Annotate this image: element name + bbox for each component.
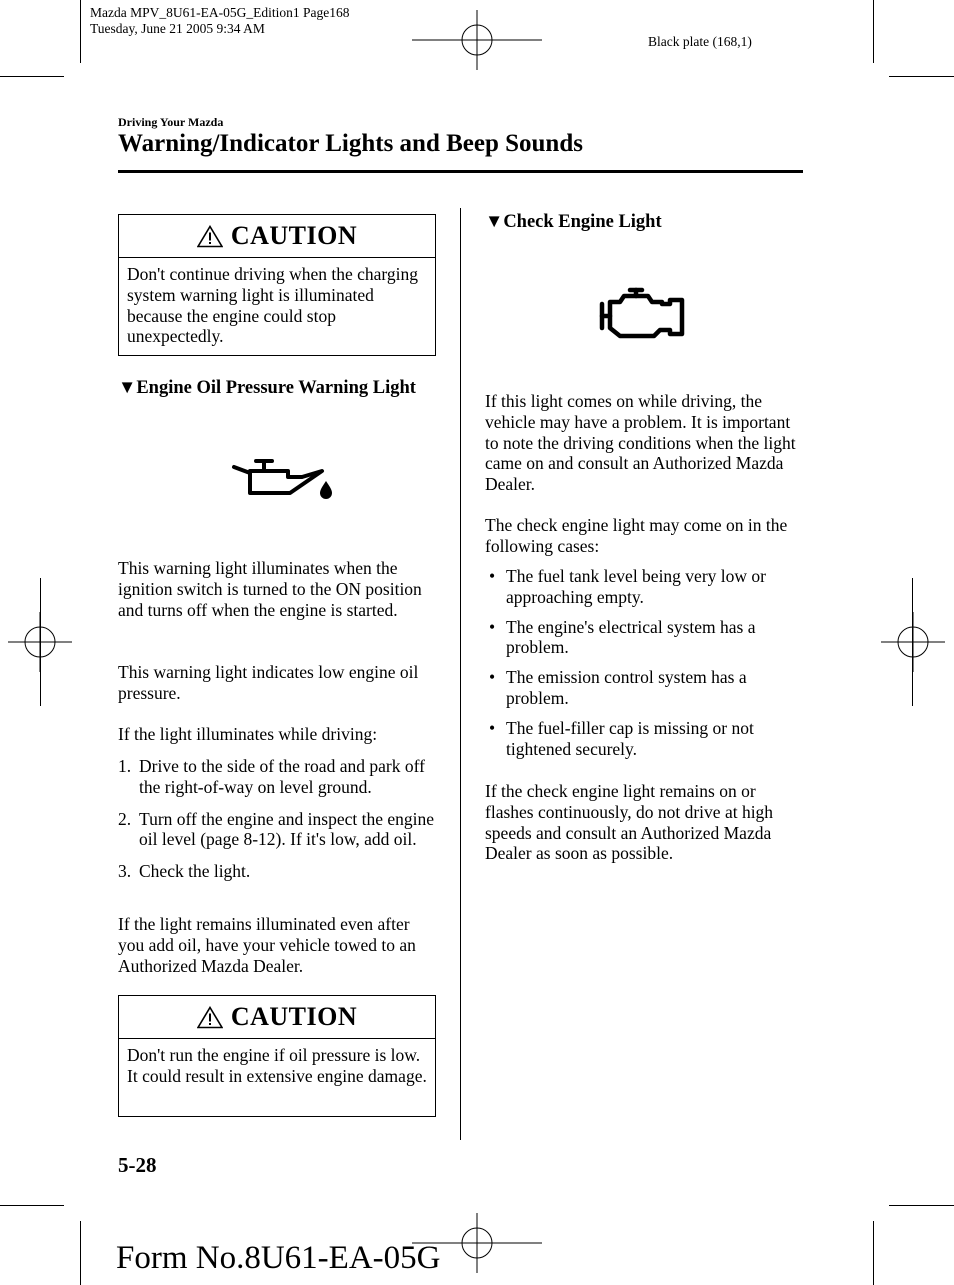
list-item: 3. Check the light. bbox=[118, 861, 251, 882]
title-rule bbox=[118, 170, 803, 173]
caution-box-oil bbox=[118, 995, 436, 1117]
page-number: 5-28 bbox=[118, 1153, 157, 1177]
oil-paragraph-3: If the light illuminates while driving: bbox=[118, 724, 378, 744]
caution-box-charging bbox=[118, 214, 436, 356]
plate-label: Black plate (168,1) bbox=[648, 34, 752, 49]
caution-title: CAUTION bbox=[230, 1002, 358, 1031]
list-item: • The engine's electrical system has a problem. bbox=[489, 616, 756, 658]
registration-mark-left bbox=[8, 612, 72, 672]
check-paragraph-2: The check engine light may come on in the following cases: bbox=[485, 515, 788, 556]
oil-paragraph-1: This warning light illuminates when the ignition switch is turned to the ON position and turns off when the engine is started. bbox=[118, 558, 422, 620]
caution-header bbox=[119, 215, 435, 258]
registration-mark-right bbox=[881, 612, 945, 672]
caution-title: CAUTION bbox=[230, 221, 358, 250]
oil-pressure-heading bbox=[118, 378, 416, 399]
check-engine-heading bbox=[485, 212, 662, 233]
list-item: • The emission control system has a problem. bbox=[489, 667, 747, 708]
check-paragraph-1: If this light comes on while driving, the vehicle may have a problem. It is important to note the driving conditions when the light came on and consult an Authorized Mazda Dealer. bbox=[485, 391, 796, 495]
caution-header bbox=[119, 996, 435, 1039]
warning-triangle-icon bbox=[197, 225, 223, 248]
doc-info-line2: Tuesday, June 21 2005 9:34 AM bbox=[90, 21, 265, 36]
check-paragraph-3: If the check engine light remains on or flashes continuously, do not drive at high speeds and consult an Authorized Mazda Dealer as soon as possible. bbox=[485, 781, 774, 864]
registration-mark-top bbox=[412, 10, 542, 70]
page-title: Warning/Indicator Lights and Beep Sounds bbox=[118, 130, 583, 157]
doc-info-line1: Mazda MPV_8U61-EA-05G_Edition1 Page168 bbox=[90, 5, 350, 20]
heading-marker-icon: ▼ bbox=[485, 212, 504, 232]
caution-text: Don't continue driving when the charging system warning light is illuminated because the engine could stop unexpectedly. bbox=[127, 264, 419, 347]
column-divider bbox=[460, 208, 461, 1140]
heading-marker-icon: ▼ bbox=[118, 378, 137, 398]
oil-paragraph-2: This warning light indicates low engine oil pressure. bbox=[118, 662, 419, 703]
oil-paragraph-4: If the light remains illuminated even after you add oil, have your vehicle towed to an Authorized Mazda Dealer. bbox=[118, 914, 416, 976]
oil-steps-list bbox=[118, 756, 436, 893]
warning-triangle-icon bbox=[197, 1006, 223, 1029]
oil-pressure-heading-text: Engine Oil Pressure Warning Light bbox=[136, 378, 416, 398]
caution-text: Don't run the engine if oil pressure is low. It could result in extensive engine damage. bbox=[127, 1045, 427, 1086]
check-cases-list bbox=[485, 566, 803, 768]
list-item: 2. Turn off the engine and inspect the engine oil level (page 8-12). If it's low, add oil. bbox=[118, 808, 435, 850]
section-label: Driving Your Mazda bbox=[118, 115, 224, 129]
list-item: • The fuel tank level being very low or approaching empty. bbox=[489, 566, 766, 607]
oil-can-icon bbox=[230, 455, 334, 499]
list-item: 1. Drive to the side of the road and park off the right-of-way on level ground. bbox=[118, 756, 425, 797]
list-item: • The fuel-filler cap is missing or not tightened securely. bbox=[489, 717, 754, 759]
check-engine-heading-text: Check Engine Light bbox=[503, 212, 662, 232]
doc-info bbox=[90, 5, 349, 37]
form-number: Form No.8U61-EA-05G bbox=[116, 1240, 441, 1276]
engine-icon bbox=[598, 284, 688, 340]
